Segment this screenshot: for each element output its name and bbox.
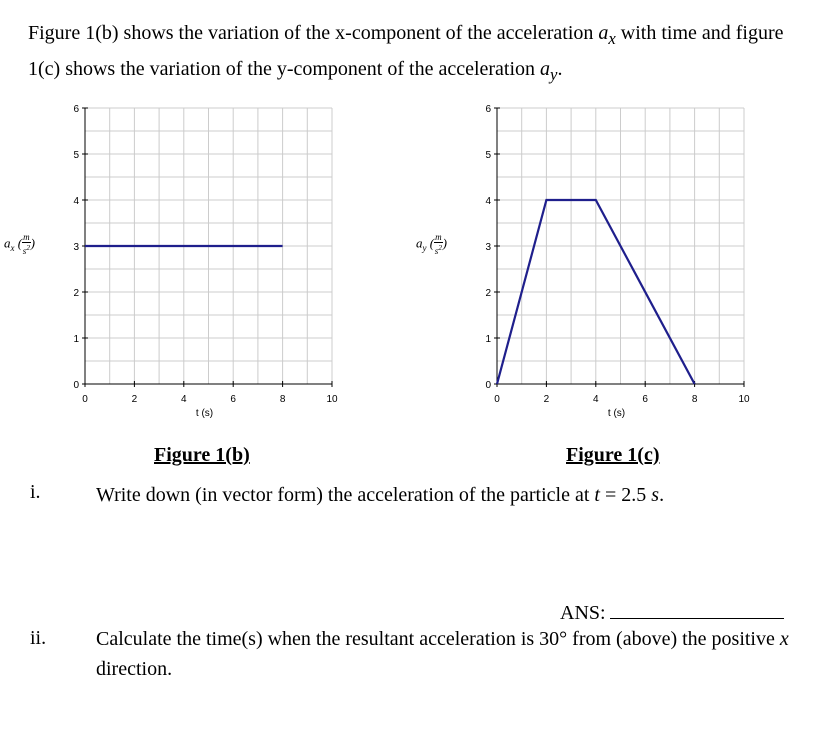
x-tick-label: 10 (326, 394, 338, 405)
x-tick-label: 0 (82, 394, 88, 405)
y-tick-label: 4 (73, 196, 79, 207)
figure-1b-chart (0, 100, 338, 420)
x-axis-label: t (s) (607, 408, 626, 419)
y-tick-label: 2 (485, 288, 491, 299)
question-2-text: Calculate the time(s) when the resultant acceleration is 30° from (above) the positive x direction. (96, 628, 789, 680)
answer-area (560, 600, 784, 625)
y-tick-label: 3 (73, 242, 79, 253)
y-tick-label: 3 (485, 242, 491, 253)
x-tick-label: 6 (230, 394, 236, 405)
y-tick-label: 4 (485, 196, 491, 207)
x-tick-label: 8 (691, 394, 698, 405)
x-tick-label: 2 (131, 394, 138, 405)
y-axis-label-ay: $a_y$ ( $\frac{m}{s^2}$) (416, 232, 447, 256)
y-tick-label: 1 (73, 334, 79, 345)
caption-figure-1b: Figure 1(b) (154, 444, 250, 466)
y-tick-label: 5 (485, 150, 491, 161)
x-axis-label: t (s) (195, 408, 214, 419)
caption-figure-1c: Figure 1(c) (566, 444, 660, 466)
y-tick-label: 6 (485, 104, 491, 115)
figure-1c-chart (412, 100, 750, 420)
y-tick-label: 1 (485, 334, 491, 345)
x-tick-label: 4 (181, 394, 187, 405)
question-1-text: Write down (in vector form) the acceleration of the particle at t = 2.5 s. (96, 484, 665, 506)
y-tick-label: 0 (485, 380, 491, 391)
x-tick-label: 6 (642, 394, 648, 405)
x-tick-label: 2 (543, 394, 550, 405)
y-tick-label: 2 (73, 288, 79, 299)
answer-blank-line[interactable] (610, 600, 784, 619)
question-2-number: ii. (30, 627, 47, 649)
y-tick-label: 5 (73, 150, 79, 161)
question-1-number: i. (30, 481, 41, 503)
y-tick-label: 0 (73, 380, 79, 391)
intro-paragraph: Figure 1(b) shows the variation of the x-component of the acceleration $a_x$ with time and figure 1(c) shows the variation of the y-component of the acceleration $a_y$. (28, 22, 784, 84)
x-tick-label: 8 (279, 394, 286, 405)
figure-1c-plot (412, 100, 762, 430)
ay-symbol: $a_y$ (540, 58, 558, 84)
y-axis-label-ax: $a_x$ ( $\frac{m}{s^2}$) (4, 232, 35, 256)
y-tick-label: 6 (73, 104, 79, 115)
x-tick-label: 0 (494, 394, 500, 405)
ax-symbol: $a_x$ (598, 22, 616, 48)
figure-1b-plot (0, 100, 350, 430)
x-tick-label: 4 (593, 394, 599, 405)
x-tick-label: 10 (738, 394, 750, 405)
answer-label: ANS: (560, 602, 606, 624)
